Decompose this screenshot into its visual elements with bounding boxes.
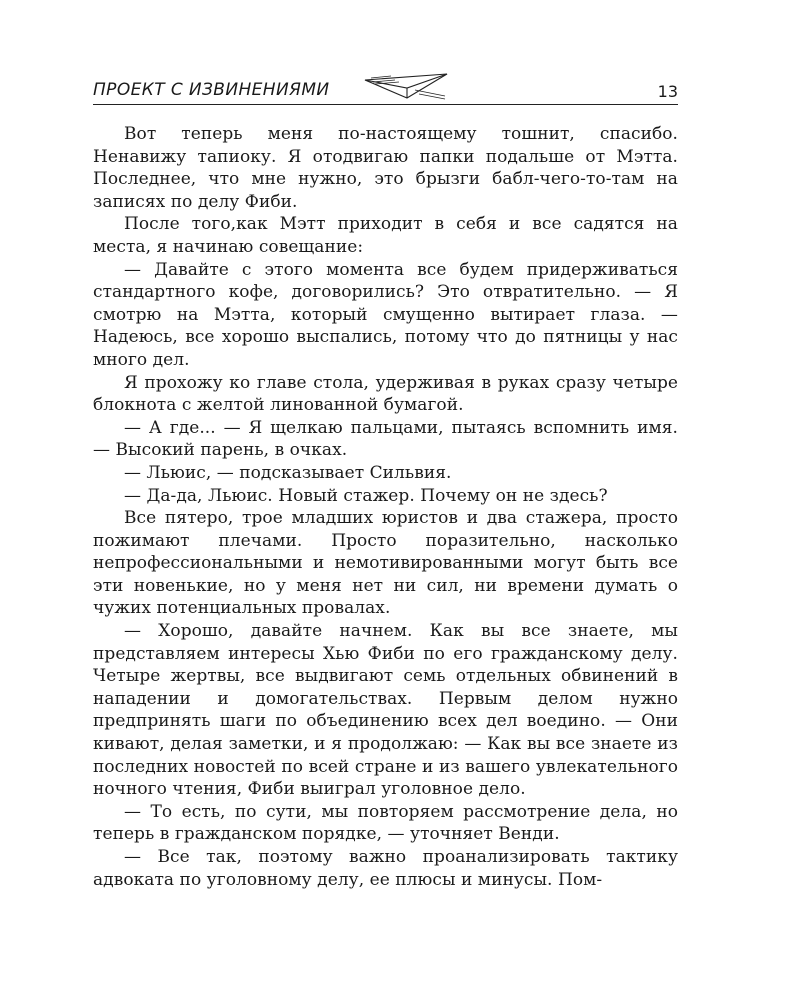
paragraph: После того,как Мэтт приходит в себя и все садятся на места, я начинаю совещание: xyxy=(93,214,678,257)
paragraph: — Давайте с этого момента все будем придерживаться стандартного кофе, договорились? Это отвратительно. — Я смотрю на Мэтта, который смущенно вытирает глаза. — Надеюсь, все хорошо выспались, потому что до пятницы у нас много дел. xyxy=(93,259,678,370)
paragraph: Все пятеро, трое младших юристов и два стажера, просто пожимают плечами. Просто поразительно, насколько непрофессиональными и немотивированными могут быть все эти новенькие, но у меня нет ни сил, ни времени думать о чужих потенциальных провалах. xyxy=(93,508,678,619)
paragraph: — Да-да, Льюис. Новый стажер. Почему он не здесь? xyxy=(124,485,608,506)
paragraph: Я прохожу ко главе стола, удерживая в руках сразу четыре блокнота с желтой линованной бумагой. xyxy=(93,372,678,416)
paragraph: — То есть, по сути, мы повторяем рассмотрение дела, но теперь в гражданском порядке, — уточняет Венди. xyxy=(93,801,678,845)
book-title: ПРОЕКТ С ИЗВИНЕНИЯМИ xyxy=(93,80,330,100)
paragraph: Вот теперь меня по-настоящему тошнит, спасибо. Ненавижу тапиоку. Я отодвигаю папки подальше от Мэтта. Последнее, что мне нужно, это брызги бабл-чего-то-там на записях по делу Фиби. xyxy=(93,124,678,212)
paragraph: — А где... — Я щелкаю пальцами, пытаясь вспомнить имя. — Высокий парень, в очках. xyxy=(93,417,678,461)
body-text xyxy=(93,123,678,891)
paragraph: — Хорошо, давайте начнем. Как вы все знаете, мы представляем интересы Хью Фиби по его гражданскому делу. Четыре жертвы, все выдвигают семь отдельных обвинений в нападении и домогательствах. Первым делом нужно предпринять шаги по объединению всех дел воедино. — Они кивают, делая заметки, и я продолжаю: — Как вы все знаете из последних новостей по всей стране и из вашего увлекательного ночного чтения, Фиби выиграл уголовное дело. xyxy=(93,621,678,800)
paragraph: — Льюис, — подсказывает Сильвия. xyxy=(124,462,452,483)
page-number: 13 xyxy=(657,82,678,101)
header-rule xyxy=(93,104,678,105)
running-header xyxy=(93,70,678,102)
paper-airplane-icon xyxy=(361,70,453,102)
paragraph: — Все так, поэтому важно проанализировать тактику адвоката по уголовному делу, ее плюсы и минусы. Пом- xyxy=(93,847,678,890)
